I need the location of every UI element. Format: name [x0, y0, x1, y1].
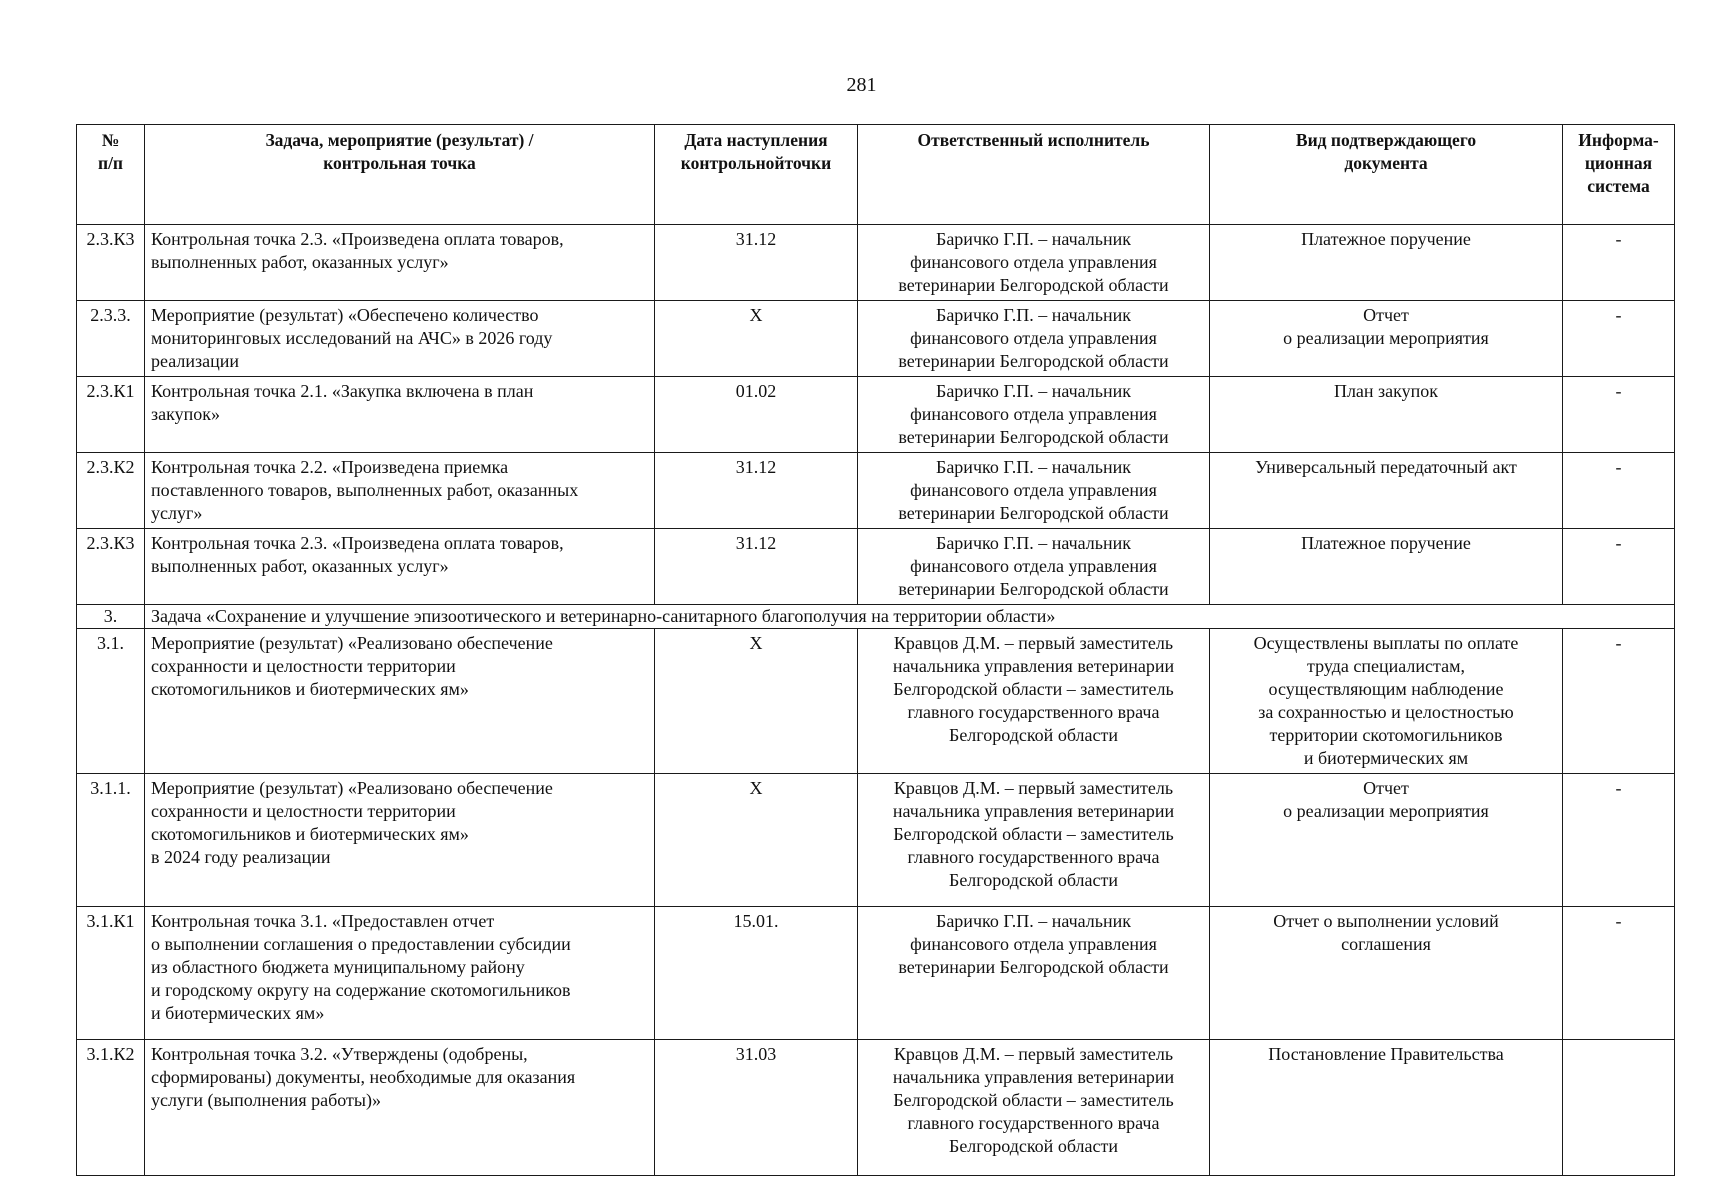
row-date: 31.12 [655, 225, 858, 301]
row-document: План закупок [1210, 377, 1563, 453]
row-date: Х [655, 301, 858, 377]
task-num: 3. [77, 605, 145, 629]
table-row [77, 1040, 1675, 1176]
row-responsible: Баричко Г.П. – начальник финансового отдела управления ветеринарии Белгородской области [858, 377, 1210, 453]
row-responsible: Баричко Г.П. – начальник финансового отдела управления ветеринарии Белгородской области [858, 225, 1210, 301]
row-date: 31.12 [655, 529, 858, 605]
row-date: Х [655, 629, 858, 774]
row-responsible: Кравцов Д.М. – первый заместитель начальника управления ветеринарии Белгородской области – заместитель главного государственного врача Белгородской области [858, 629, 1210, 774]
row-system: - [1563, 225, 1675, 301]
control-points-table [76, 124, 1675, 1176]
row-document: Платежное поручение [1210, 529, 1563, 605]
row-num: 2.3.3. [77, 301, 145, 377]
row-system: - [1563, 529, 1675, 605]
row-task: Контрольная точка 2.3. «Произведена оплата товаров, выполненных работ, оказанных услуг» [145, 529, 655, 605]
row-task: Контрольная точка 3.2. «Утверждены (одобрены, сформированы) документы, необходимые для оказания услуги (выполнения работы)» [145, 1040, 655, 1176]
row-num: 3.1.К2 [77, 1040, 145, 1176]
row-date: 31.03 [655, 1040, 858, 1176]
row-task: Контрольная точка 2.2. «Произведена приемка поставленного товаров, выполненных работ, оказанных услуг» [145, 453, 655, 529]
row-document: Отчет о реализации мероприятия [1210, 774, 1563, 907]
header-date: Дата наступления контрольнойточки [655, 125, 858, 225]
task-text: Задача «Сохранение и улучшение эпизоотического и ветеринарно-санитарного благополучия на территории области» [145, 605, 1675, 629]
table-row [77, 529, 1675, 605]
row-document: Отчет о выполнении условий соглашения [1210, 907, 1563, 1040]
row-num: 3.1.1. [77, 774, 145, 907]
row-document: Универсальный передаточный акт [1210, 453, 1563, 529]
row-num: 3.1.К1 [77, 907, 145, 1040]
row-task: Контрольная точка 3.1. «Предоставлен отчет о выполнении соглашения о предоставлении субсидии из областного бюджета муниципальному району и городскому округу на содержание скотомогильников и биотермических ям» [145, 907, 655, 1040]
row-responsible: Баричко Г.П. – начальник финансового отдела управления ветеринарии Белгородской области [858, 907, 1210, 1040]
row-task: Мероприятие (результат) «Реализовано обеспечение сохранности и целостности территории скотомогильников и биотермических ям» в 2024 году реализации [145, 774, 655, 907]
row-task: Мероприятие (результат) «Реализовано обеспечение сохранности и целостности территории скотомогильников и биотермических ям» [145, 629, 655, 774]
table-row [77, 629, 1675, 774]
row-task: Мероприятие (результат) «Обеспечено количество мониторинговых исследований на АЧС» в 2026 году реализации [145, 301, 655, 377]
row-document: Платежное поручение [1210, 225, 1563, 301]
table-row [77, 301, 1675, 377]
row-date: 15.01. [655, 907, 858, 1040]
table-row [77, 453, 1675, 529]
header-responsible: Ответственный исполнитель [858, 125, 1210, 225]
row-num: 2.3.К2 [77, 453, 145, 529]
row-document: Осуществлены выплаты по оплате труда специалистам, осуществляющим наблюдение за сохранностью и целостностью территории скотомогильников и биотермических ям [1210, 629, 1563, 774]
row-system: - [1563, 907, 1675, 1040]
row-task: Контрольная точка 2.3. «Произведена оплата товаров, выполненных работ, оказанных услуг» [145, 225, 655, 301]
row-num: 3.1. [77, 629, 145, 774]
row-system: - [1563, 301, 1675, 377]
row-date: Х [655, 774, 858, 907]
row-responsible: Баричко Г.П. – начальник финансового отдела управления ветеринарии Белгородской области [858, 301, 1210, 377]
row-system: - [1563, 629, 1675, 774]
table-row [77, 377, 1675, 453]
table-row [77, 907, 1675, 1040]
header-task: Задача, мероприятие (результат) / контрольная точка [145, 125, 655, 225]
row-responsible: Кравцов Д.М. – первый заместитель начальника управления ветеринарии Белгородской области – заместитель главного государственного врача Белгородской области [858, 774, 1210, 907]
row-system: - [1563, 453, 1675, 529]
row-responsible: Кравцов Д.М. – первый заместитель начальника управления ветеринарии Белгородской области – заместитель главного государственного врача Белгородской области [858, 1040, 1210, 1176]
page-number: 281 [846, 74, 877, 96]
header-system: Информа- ционная система [1563, 125, 1675, 225]
row-system [1563, 1040, 1675, 1176]
task-row [77, 605, 1675, 629]
row-num: 2.3.К3 [77, 529, 145, 605]
header-document: Вид подтверждающего документа [1210, 125, 1563, 225]
table-row [77, 225, 1675, 301]
row-task: Контрольная точка 2.1. «Закупка включена в план закупок» [145, 377, 655, 453]
row-document: Отчет о реализации мероприятия [1210, 301, 1563, 377]
row-date: 31.12 [655, 453, 858, 529]
row-system: - [1563, 377, 1675, 453]
header-num: № п/п [77, 125, 145, 225]
row-document: Постановление Правительства [1210, 1040, 1563, 1176]
table-header-row [77, 125, 1675, 225]
row-num: 2.3.К1 [77, 377, 145, 453]
row-responsible: Баричко Г.П. – начальник финансового отдела управления ветеринарии Белгородской области [858, 453, 1210, 529]
row-responsible: Баричко Г.П. – начальник финансового отдела управления ветеринарии Белгородской области [858, 529, 1210, 605]
table-row [77, 774, 1675, 907]
row-date: 01.02 [655, 377, 858, 453]
row-system: - [1563, 774, 1675, 907]
row-num: 2.3.К3 [77, 225, 145, 301]
